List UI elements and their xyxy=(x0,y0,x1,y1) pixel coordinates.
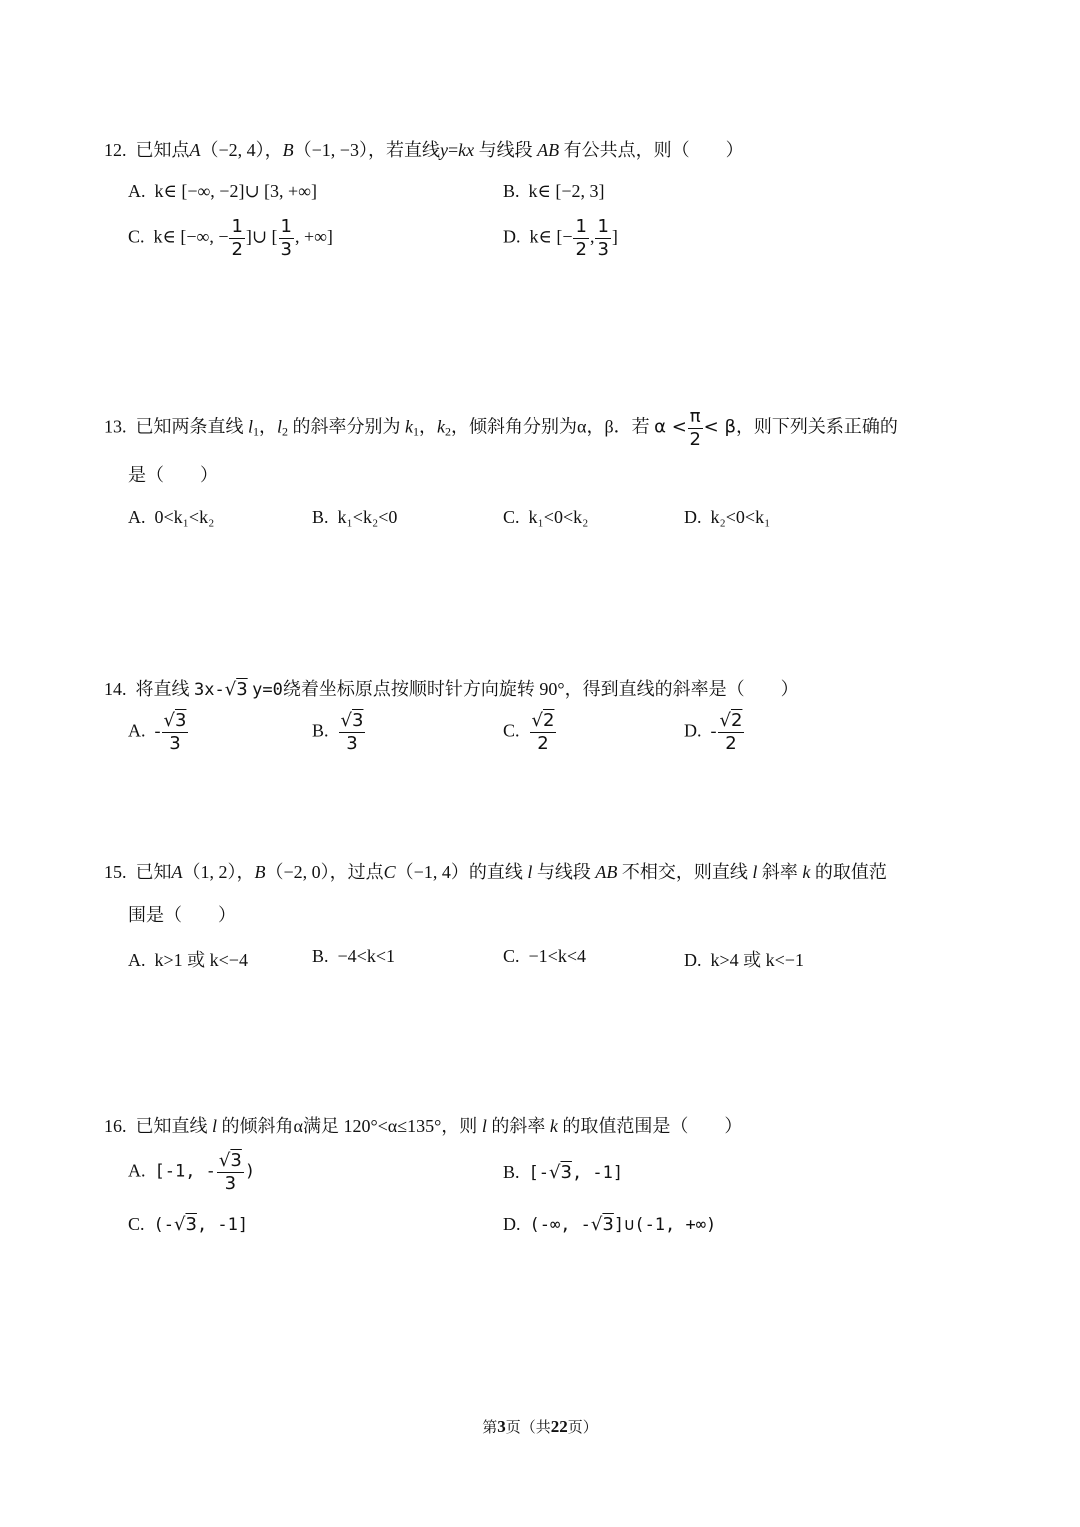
point-coord: （−1, 4）的直线 xyxy=(395,862,523,882)
denominator: 2 xyxy=(537,733,549,754)
question-14-stem xyxy=(104,677,799,702)
option-text: , xyxy=(589,226,595,247)
option-text: k∈ [−2, 3] xyxy=(528,181,605,201)
fraction xyxy=(530,712,557,753)
fraction xyxy=(595,218,610,259)
option-a[interactable] xyxy=(128,946,248,972)
radicand: 3 xyxy=(352,710,364,731)
fraction xyxy=(162,712,189,753)
question-13-stem-cont: 是（ ） xyxy=(128,465,218,485)
denominator: 2 xyxy=(575,239,587,260)
denominator: 3 xyxy=(280,239,292,260)
option-text: −4<k<1 xyxy=(337,946,395,966)
stem-text: ， xyxy=(264,140,283,160)
option-c[interactable] xyxy=(128,1214,248,1235)
math-inequality: < β xyxy=(703,416,736,438)
option-c[interactable] xyxy=(128,218,333,259)
subscript: 1 xyxy=(253,424,260,439)
sqrt: √3 xyxy=(549,1162,572,1183)
math-var: k xyxy=(802,862,811,882)
fraction xyxy=(573,218,588,259)
option-b[interactable] xyxy=(312,507,397,528)
numerator: 1 xyxy=(575,216,587,237)
stem-text: 已知两条直线 xyxy=(135,416,244,437)
numerator: √2 xyxy=(531,710,555,731)
question-number: 14. xyxy=(104,679,127,699)
option-text: , -1] xyxy=(571,1163,624,1183)
option-a[interactable] xyxy=(128,1152,255,1193)
subscript: 2 xyxy=(445,424,452,439)
option-text: 0<k₁<k₂ xyxy=(154,507,215,527)
math-var: l xyxy=(277,416,283,437)
point-coord: （1, 2）， xyxy=(182,862,255,882)
math-inequality: α < xyxy=(654,416,687,438)
option-d[interactable] xyxy=(684,712,745,753)
option-text: k₁<0<k₂ xyxy=(528,507,589,527)
point-label: C xyxy=(383,862,396,882)
option-label: B. xyxy=(503,181,520,201)
equation-part: 3x- xyxy=(194,680,225,700)
question-number: 15. xyxy=(104,862,127,882)
sqrt: √3 xyxy=(224,679,248,700)
option-label: D. xyxy=(684,720,702,741)
question-15-stem xyxy=(104,860,887,884)
option-a[interactable] xyxy=(128,181,317,202)
option-text: , +∞] xyxy=(294,226,333,247)
option-text: k∈ [− xyxy=(529,226,573,247)
math-op: = xyxy=(447,140,459,160)
stem-text: ，则下列关系正确的 xyxy=(735,416,898,437)
option-text: k>4 或 k<−1 xyxy=(710,950,804,970)
math-var: kx xyxy=(458,140,475,160)
radicand: 3 xyxy=(602,1214,614,1235)
option-a[interactable] xyxy=(128,507,214,528)
option-text: (- xyxy=(153,1215,174,1235)
math-var: k xyxy=(405,416,414,437)
question-number: 12. xyxy=(104,140,127,160)
option-label: B. xyxy=(312,946,329,966)
option-label: A. xyxy=(128,1160,146,1181)
radicand: 2 xyxy=(730,710,743,731)
stem-text: 已知点 xyxy=(135,140,190,160)
option-label: A. xyxy=(128,950,146,970)
option-label: A. xyxy=(128,507,146,527)
math-var: y xyxy=(439,140,448,160)
option-label: C. xyxy=(128,226,145,247)
sqrt: √3 xyxy=(590,1214,614,1235)
numerator: π xyxy=(689,406,701,427)
stem-text: 有公共点，则（ ） xyxy=(563,140,744,160)
option-b[interactable] xyxy=(503,1162,623,1183)
stem-text: 的倾斜角α满足 120°<α≤135°，则 xyxy=(221,1116,478,1136)
option-label: C. xyxy=(503,946,520,966)
math-var: k xyxy=(549,1116,558,1136)
numerator: √3 xyxy=(340,710,364,731)
option-c[interactable] xyxy=(503,712,557,753)
question-number: 13. xyxy=(104,416,127,437)
option-text: k₂<0<k₁ xyxy=(710,507,771,527)
page-footer xyxy=(0,1416,1080,1437)
fraction xyxy=(718,712,745,753)
point-label: A xyxy=(189,140,201,160)
option-text: ]∪(-1, +∞) xyxy=(613,1215,717,1235)
point-coord: （−1, −3） xyxy=(293,140,368,160)
option-text: , -1] xyxy=(196,1215,249,1235)
option-a[interactable] xyxy=(128,712,189,753)
stem-text: 已知 xyxy=(135,862,172,882)
denominator: 3 xyxy=(224,1173,237,1194)
math-var: l xyxy=(527,862,533,882)
option-d[interactable] xyxy=(684,507,770,528)
question-16-stem xyxy=(104,1114,742,1138)
math-var: l xyxy=(248,416,254,437)
stem-text: 将直线 xyxy=(135,679,190,699)
option-text: k∈ [−∞, −2]∪ [3, +∞] xyxy=(154,181,318,201)
segment-label: AB xyxy=(595,862,618,882)
footer-text: 页） xyxy=(567,1420,598,1436)
sign: - xyxy=(710,720,717,741)
option-text: ]∪ [ xyxy=(245,226,278,247)
option-label: A. xyxy=(128,720,146,741)
denominator: 2 xyxy=(231,239,243,260)
page-number: 3 xyxy=(497,1417,506,1436)
math-var: l xyxy=(752,862,758,882)
option-b[interactable] xyxy=(312,946,395,967)
option-label: D. xyxy=(684,950,702,970)
option-label: D. xyxy=(503,226,521,247)
fraction xyxy=(229,218,244,259)
numerator: 1 xyxy=(597,216,609,237)
stem-text: 的斜率分别为 xyxy=(292,416,401,437)
subscript: 1 xyxy=(413,424,420,439)
stem-text: 绕着坐标原点按顺时针方向旋转 90°，得到直线的斜率是（ ） xyxy=(282,679,799,699)
option-text: [- xyxy=(528,1163,549,1183)
radicand: 3 xyxy=(174,710,187,731)
option-label: B. xyxy=(312,507,329,527)
denominator: 3 xyxy=(169,733,181,754)
fraction xyxy=(688,408,703,449)
stem-text: 与线段 xyxy=(536,862,591,882)
footer-text: 第 xyxy=(482,1420,498,1436)
fraction xyxy=(339,712,366,753)
footer-text: 页（共 xyxy=(505,1420,551,1436)
point-coord: （−2, 0），过点 xyxy=(265,862,384,882)
option-label: A. xyxy=(128,181,146,201)
stem-text: 已知直线 xyxy=(135,1116,208,1136)
numerator: √3 xyxy=(218,1150,242,1171)
option-d[interactable] xyxy=(503,1214,716,1235)
option-text: k∈ [−∞, − xyxy=(153,226,229,247)
option-text: (-∞, - xyxy=(529,1215,591,1235)
radicand: 2 xyxy=(543,710,555,731)
option-d[interactable] xyxy=(684,946,804,972)
sign: - xyxy=(154,720,161,741)
question-number: 16. xyxy=(104,1116,127,1136)
numerator: 1 xyxy=(231,216,243,237)
stem-text: 的取值范围是（ ） xyxy=(562,1116,743,1136)
option-text: k₁<k₂<0 xyxy=(337,507,398,527)
radicand: 3 xyxy=(185,1214,197,1235)
option-b[interactable] xyxy=(312,712,366,753)
option-label: C. xyxy=(503,720,520,741)
option-label: B. xyxy=(312,720,329,741)
question-12-stem xyxy=(104,138,744,162)
option-text: [-1, - xyxy=(154,1161,216,1182)
math-var: l xyxy=(212,1116,218,1136)
radicand: 3 xyxy=(236,679,248,700)
page-total: 22 xyxy=(550,1417,568,1436)
point-label: B xyxy=(282,140,294,160)
numerator: √3 xyxy=(163,710,187,731)
option-d[interactable] xyxy=(503,218,618,259)
sqrt: √3 xyxy=(174,1214,197,1235)
stem-text: ， xyxy=(259,416,278,437)
point-coord: （−2, 4） xyxy=(200,140,265,160)
denominator: 3 xyxy=(346,733,358,754)
option-label: C. xyxy=(503,507,520,527)
option-text: k>1 或 k<−4 xyxy=(154,950,248,970)
option-label: B. xyxy=(503,1162,520,1182)
option-label: C. xyxy=(128,1214,145,1234)
equation-part: y=0 xyxy=(252,680,283,700)
option-c[interactable] xyxy=(503,507,588,528)
denominator: 2 xyxy=(689,429,701,450)
stem-text: 的取值范 xyxy=(814,862,887,882)
numerator: 1 xyxy=(280,216,292,237)
option-c[interactable] xyxy=(503,946,586,967)
option-label: D. xyxy=(684,507,702,527)
stem-text: ， xyxy=(419,416,438,437)
math-var: l xyxy=(481,1116,487,1136)
stem-text: ，若直线 xyxy=(367,140,440,160)
fraction xyxy=(217,1152,244,1193)
stem-text: 不相交，则直线 xyxy=(621,862,748,882)
stem-text: 与线段 xyxy=(478,140,533,160)
point-label: A xyxy=(171,862,183,882)
question-13-stem xyxy=(104,408,898,449)
denominator: 2 xyxy=(725,733,737,754)
radicand: 3 xyxy=(230,1150,242,1171)
option-b[interactable] xyxy=(503,181,604,202)
numerator: √2 xyxy=(719,710,743,731)
option-text: −1<k<4 xyxy=(528,946,586,966)
point-label: B xyxy=(254,862,266,882)
option-text: ] xyxy=(611,226,618,247)
subscript: 2 xyxy=(282,424,289,439)
option-text: ) xyxy=(244,1161,256,1182)
denominator: 3 xyxy=(597,239,609,260)
math-var: k xyxy=(437,416,446,437)
radicand: 3 xyxy=(560,1162,572,1183)
stem-text: 的斜率 xyxy=(491,1116,546,1136)
stem-text: 斜率 xyxy=(761,862,798,882)
segment-label: AB xyxy=(537,140,560,160)
question-15-stem-cont: 围是（ ） xyxy=(128,905,236,925)
fraction xyxy=(279,218,294,259)
stem-text: ，倾斜角分别为α，β．若 xyxy=(451,416,650,437)
option-label: D. xyxy=(503,1214,521,1234)
